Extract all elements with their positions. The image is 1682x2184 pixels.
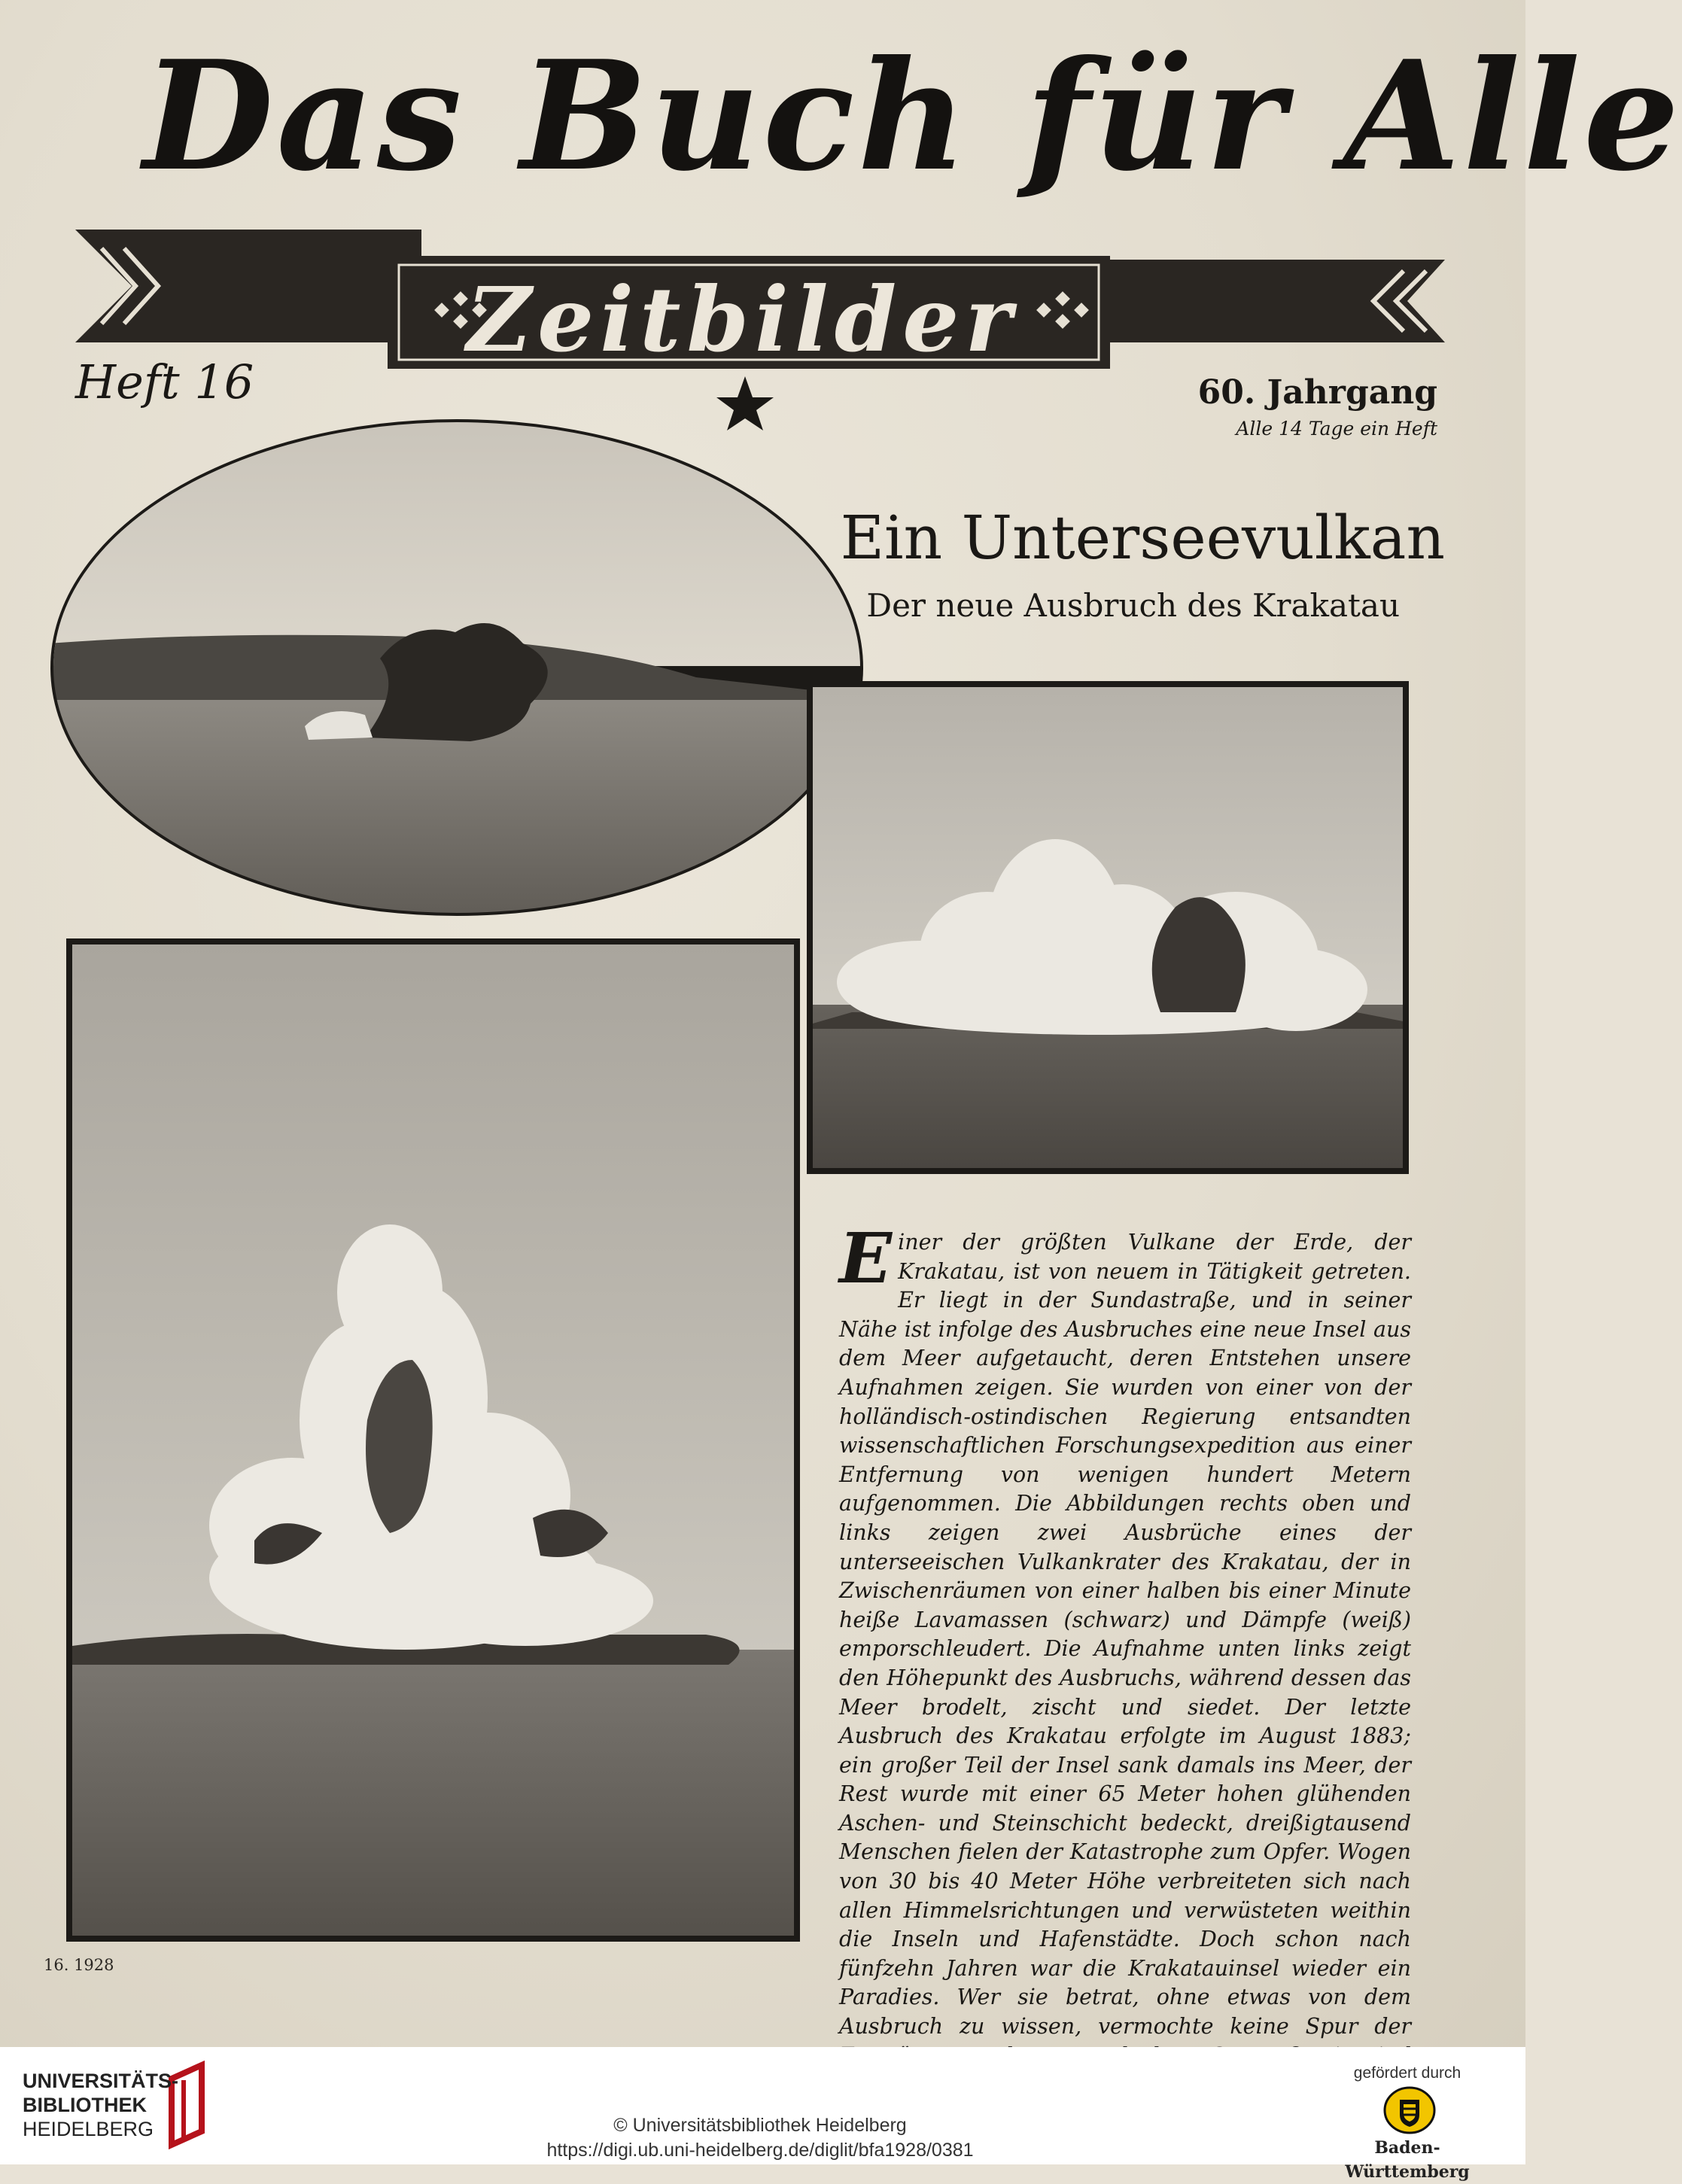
article-subtitle: Der neue Ausbruch des Krakatau xyxy=(866,587,1400,624)
permalink[interactable]: https://digi.ub.uni-heidelberg.de/diglit/bfa1928/0381 xyxy=(546,2140,974,2161)
article-title: Ein Unterseevulkan xyxy=(840,503,1445,573)
issue-number: Heft 16 xyxy=(75,354,254,409)
photo-eruption-right xyxy=(807,681,1409,1174)
copyright-notice: © Universitätsbibliothek Heidelberg xyxy=(613,2115,907,2136)
sponsor-label: gefördert durch xyxy=(1353,2064,1461,2082)
frequency-label: Alle 14 Tage ein Heft xyxy=(1236,418,1437,440)
library-name-line2: BIBLIOTHEK xyxy=(23,2094,147,2116)
masthead-title: Das Buch für Alle xyxy=(143,28,1682,205)
article-body xyxy=(839,1218,1411,2040)
photo-eruption-oval xyxy=(49,418,865,918)
sponsor-name: Baden-Württemberg xyxy=(1345,2138,1470,2182)
baden-wuerttemberg-crest-icon[interactable] xyxy=(1383,2086,1436,2134)
article-dropcap: E xyxy=(839,1218,893,1299)
volume-label: 60. Jahrgang xyxy=(1197,373,1437,412)
print-imprint: 16. 1928 xyxy=(44,1956,114,1974)
library-name-line3: HEIDELBERG xyxy=(23,2118,154,2140)
library-name-line1: UNIVERSITÄTS- xyxy=(23,2070,179,2092)
banner-label: Zeitbilder xyxy=(467,267,1018,372)
article-body-text: iner der größten Vulkane der Erde, der Krakatau, ist von neuem in Tätigkeit getreten. Er liegt in der Sundastraße, und in seiner Nähe ist infolge des Ausbruches eine neue Insel aus dem Meer aufgetaucht, deren Entstehen unsere Aufnahmen zeigen. Sie wurden von einer von der holländisch-ostindischen Regierung entsandten wissenschaftlichen Forschungsexpedition aus einer Entfernung von wenigen hundert Metern aufgenommen. Die Abbildungen rechts oben und links zeigen zwei Ausbrüche eines der unterseeischen Vulkankrater des Krakatau, der in Zwischenräumen von einer halben bis einer Minute heiße Lavamassen (schwarz) und Dämpfe (weiß) emporschleudert. Die Aufnahme unten links zeigt den Höhepunkt des Ausbruchs, während dessen das Meer brodelt, zischt und siedet. Der letzte Ausbruch des Krakatau erfolgte im August 1883; ein großer Teil der Insel sank damals ins Meer, der Rest wurde mit einer 65 Meter hohen glühenden Aschen- und Steinschicht bedeckt, dreißigtausend Menschen fielen der Katastrophe zum Opfer. Wogen von 30 bis 40 Meter Höhe verbreiteten sich nach allen Himmelsrichtungen und verwüsteten weithin die Inseln und Hafenstädte. Doch schon nach fünfzehn Jahren war die Krakatauinsel wieder ein Paradies. Wer sie betrat, ohne etwas von dem Ausbruch zu wissen, vermochte keine Spur der xyxy=(839,1230,1411,2040)
photo-eruption-climax xyxy=(66,938,800,1942)
